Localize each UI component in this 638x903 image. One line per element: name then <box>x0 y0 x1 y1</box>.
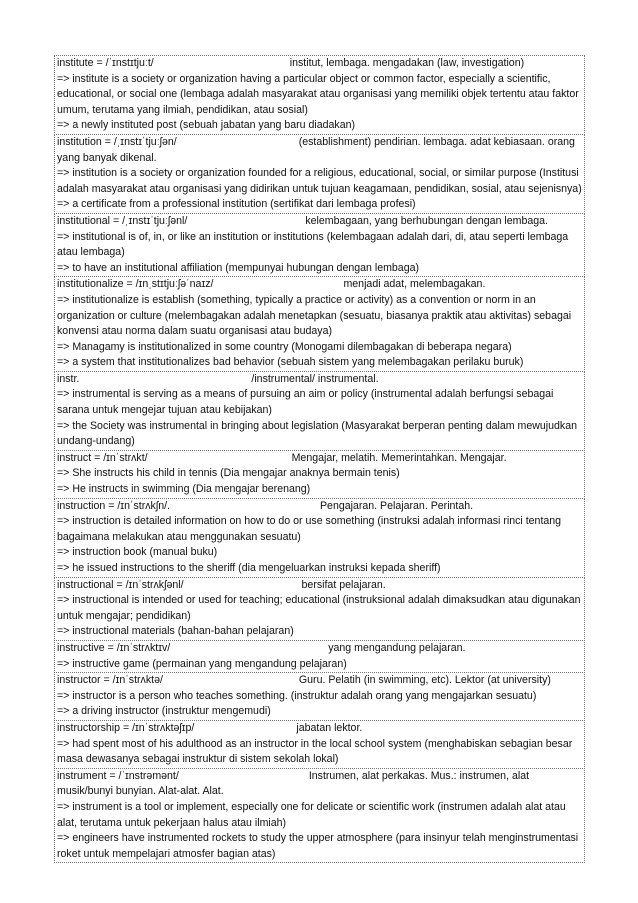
dictionary-entry <box>54 768 585 864</box>
entry-heading <box>57 578 582 594</box>
entry-heading <box>57 214 582 230</box>
entry-definition: => instructor is a person who teaches something. (instruktur adalah orang yang mengajarkan sesuatu) <box>57 689 537 702</box>
entry-example: => She instructs his child in tennis (Dia mengajar anaknya bermain tenis) <box>57 467 400 480</box>
entry-term: institution = /ˌɪnstɪˈtjuːʃən/ <box>57 135 177 148</box>
entry-term: instruct = /ɪnˈstrʌkt/ <box>57 451 148 464</box>
entry-definition: => institutional is of, in, or like an institution or institutions (kelembagaan adalah dari, di, atau seperti lembaga atau lembaga) <box>57 230 569 259</box>
dictionary-entry <box>54 640 585 673</box>
dictionary-entry <box>54 134 585 214</box>
entry-example: => Managamy is institutionalized in some country (Monogami dilembagakan di beberapa negara) <box>57 340 512 353</box>
entry-definition: => instructional is intended or used for teaching; educational (instruksional adalah dimaksudkan atau digunakan untuk mengajar; pendidikan) <box>57 594 581 622</box>
entry-heading <box>57 277 582 293</box>
entry-meaning: /instrumental/ instrumental. <box>251 372 379 385</box>
entry-example: => a system that institutionalizes bad behavior (sebuah sistem yang melembagakan perilaku buruk) <box>57 356 524 369</box>
entry-definition: => instruction is detailed information on how to do or use something (instruksi adalah informasi rinci tentang bagaimana melakukan atau menggunakan sesuatu) <box>57 515 562 543</box>
dictionary-entry <box>54 276 585 372</box>
entry-example: => he issued instructions to the sheriff (dia mengeluarkan instruksi kepada sheriff) <box>57 562 441 574</box>
entry-term: instructional = /ɪnˈstrʌkʃənl/ <box>57 578 184 591</box>
entry-meaning: Instrumen, alat perkakas. Mus.: instrumen, alat musik/bunyi bunyian. Alat-alat. Alat. <box>57 769 530 798</box>
entry-example: => He instructs in swimming (Dia mengajar berenang) <box>57 483 311 496</box>
entry-term: instrument = /ˈɪnstrəmənt/ <box>57 769 179 782</box>
entry-example: => a newly instituted post (sebuah jabatan yang baru diadakan) <box>57 119 356 132</box>
entry-meaning: institut, lembaga. mengadakan (law, investigation) <box>289 57 525 69</box>
entry-heading <box>57 673 582 689</box>
entry-meaning: bersifat pelajaran. <box>301 578 386 591</box>
entry-definition: => instrument is a tool or implement, especially one for delicate or scientific work (instrumen adalah alat atau alat, terutama untuk pekerjaan halus atau ilmiah) <box>57 800 566 829</box>
entry-definition: => institutionalize is establish (something, typically a practice or activity) as a convention or norm in an organization or culture (melembagakan adalah menetapkan (sesuatu, biasanya praktik atau aktivitas) sebagai konvensi atau norma dalam suatu organisasi atau budaya) <box>57 293 572 338</box>
entry-meaning: (establishment) pendirian. lembaga. adat kebiasaan. orang yang banyak dikenal. <box>57 135 575 164</box>
entry-meaning: menjadi adat, melembagakan. <box>343 278 486 291</box>
dictionary-entry <box>54 450 585 499</box>
entry-term: institutionalize = /ɪnˌstɪtjuːʃəˈnaɪz/ <box>57 278 214 291</box>
dictionary-entry <box>54 371 585 451</box>
entry-term: instructorship = /ɪnˈstrʌktəʃɪp/ <box>57 721 195 734</box>
entry-meaning: Mengajar, melatih. Memerintahkan. Mengajar. <box>291 451 507 464</box>
entry-heading <box>57 372 582 388</box>
entry-heading <box>57 641 582 657</box>
entry-heading <box>57 56 582 72</box>
entry-term: institute = /ˈɪnstɪtjuːt/ <box>57 57 154 69</box>
entry-heading <box>57 721 582 737</box>
entry-term: instructive = /ɪnˈstrʌktɪv/ <box>57 641 171 654</box>
entry-term: instr. <box>57 372 80 385</box>
dictionary-entry <box>54 498 585 578</box>
entry-example: => a driving instructor (instruktur mengemudi) <box>57 705 271 718</box>
entry-example: => instructive game (permainan yang mengandung pelajaran) <box>57 657 347 670</box>
entry-heading <box>57 451 582 467</box>
entry-example: => the Society was instrumental in bringing about legislation (Masyarakat berperan penting dalam mewujudkan undang-undang) <box>57 419 577 448</box>
entry-meaning: Guru. Pelatih (in swimming, etc). Lektor (at university) <box>298 674 551 687</box>
dictionary-entry <box>54 577 585 641</box>
dictionary-entry <box>54 672 585 721</box>
entry-example: => to have an institutional affiliation (mempunyai hubungan dengan lembaga) <box>57 261 420 274</box>
entry-definition: => institution is a society or organization founded for a religious, educational, social, or similar purpose (Institusi adalah masyarakat atau organisasi yang didirikan untuk tujuan keagamaan, pendidikan, sosial, atau sejenisnya) <box>57 167 582 195</box>
entry-example: => had spent most of his adulthood as an instructor in the local school system (menghabiskan sebagian besar masa dewasanya sebagai instruktur di sistem sekolah lokal) <box>57 737 573 766</box>
entry-term: instructor = /ɪnˈstrʌktə/ <box>57 674 163 687</box>
entry-example: => instruction book (manual buku) <box>57 546 218 559</box>
entry-heading <box>57 135 582 166</box>
entry-example: => instructional materials (bahan-bahan pelajaran) <box>57 625 294 638</box>
entry-term: instruction = /ɪnˈstrʌkʃn/. <box>57 499 170 512</box>
entry-definition: => instrumental is serving as a means of pursuing an aim or policy (instrumental adalah berfungsi sebagai sarana untuk mengejar tujuan atau kebijakan) <box>57 388 554 417</box>
entry-heading <box>57 499 582 515</box>
entry-meaning: Pengajaran. Pelajaran. Perintah. <box>319 499 474 512</box>
entry-meaning: kelembagaan, yang berhubungan dengan lembaga. <box>305 214 548 227</box>
dictionary-entry <box>54 213 585 277</box>
entry-definition: => institute is a society or organization having a particular object or common factor, especially a scientific, educational, or social one (lembaga adalah masyarakat atau organisasi yang memiliki objek tertentu atau faktor umum, terutama yang ilmiah, pendidikan, atau sosial) <box>57 72 579 116</box>
dictionary-entry <box>54 55 585 135</box>
entry-heading <box>57 769 582 800</box>
dictionary-entry <box>54 720 585 769</box>
entry-meaning: yang mengandung pelajaran. <box>328 641 466 654</box>
entry-meaning: jabatan lektor. <box>296 721 363 734</box>
entry-example: => engineers have instrumented rockets to study the upper atmosphere (para insinyur telah menginstrumentasi roket untuk mempelajari atmosfer bagian atas) <box>57 832 579 860</box>
entry-term: institutional = /ˌɪnstɪˈtjuːʃənl/ <box>57 214 188 227</box>
entry-example: => a certificate from a professional institution (sertifikat dari lembaga profesi) <box>57 198 416 211</box>
dictionary-document <box>54 55 585 862</box>
